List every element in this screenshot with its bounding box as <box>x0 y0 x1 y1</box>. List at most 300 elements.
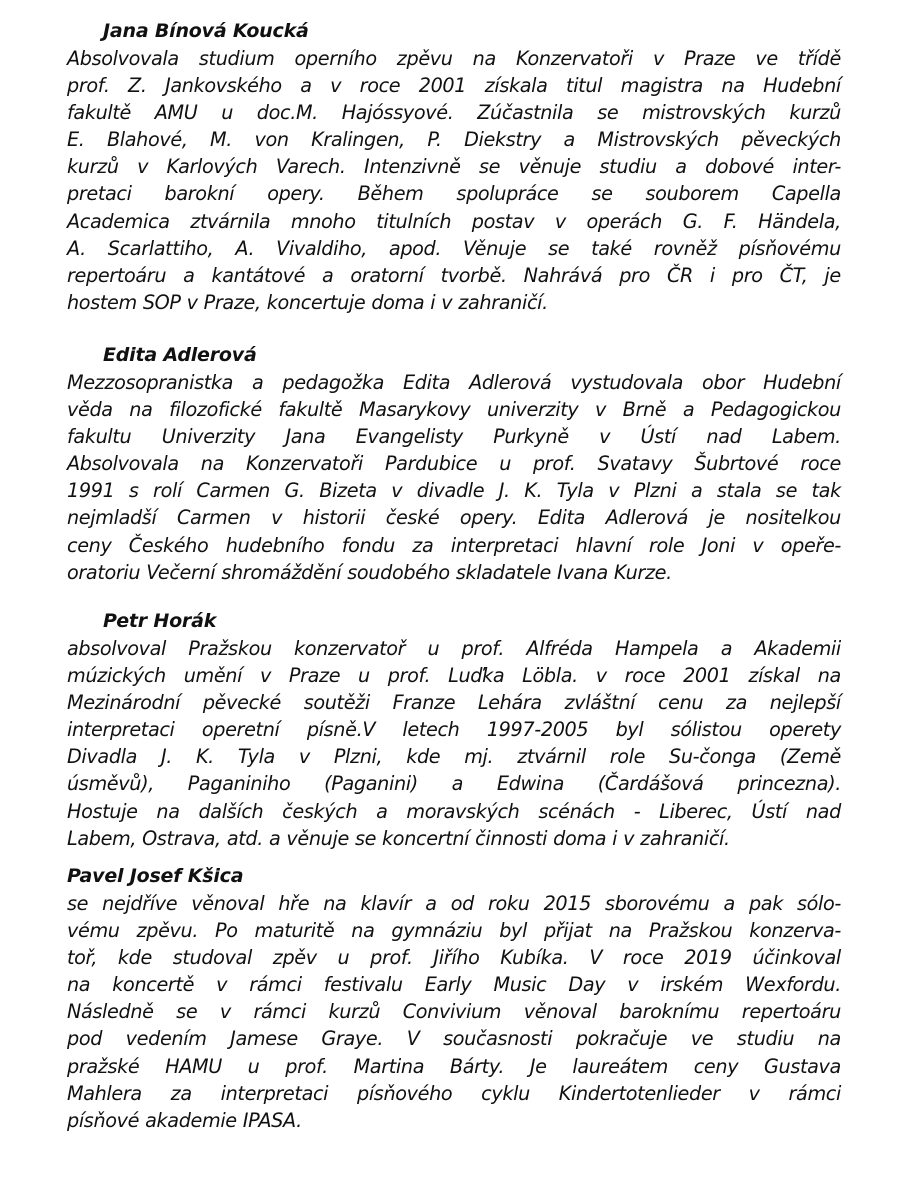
word: roce <box>622 946 664 970</box>
text-line <box>67 532 841 559</box>
word: pěvecké <box>202 691 281 715</box>
word: studoval <box>172 946 252 970</box>
word: barokní <box>164 182 235 206</box>
word: pak <box>748 892 783 915</box>
word: Praze, <box>203 290 261 314</box>
text-line <box>67 1080 841 1107</box>
bio-name: Petr Horák <box>103 610 217 632</box>
text-line <box>67 971 841 998</box>
word: scénách <box>538 799 615 823</box>
word: se <box>597 101 619 125</box>
word: Je <box>529 1054 547 1078</box>
word: se <box>479 155 501 179</box>
word: v <box>259 664 271 688</box>
word: v <box>330 74 342 98</box>
word: moravských <box>406 799 520 823</box>
word: apod. <box>388 236 442 260</box>
word: Intenzivně <box>364 155 461 179</box>
word: von <box>254 128 289 152</box>
word: konzervatoř <box>294 637 406 660</box>
word: za <box>170 1081 192 1105</box>
word: A. <box>235 236 255 260</box>
word: se <box>591 182 613 206</box>
word: Händela, <box>758 209 841 233</box>
word: Diekstry <box>464 128 542 152</box>
text-line <box>67 477 841 504</box>
word: v <box>595 664 607 688</box>
word: pod <box>67 1027 103 1051</box>
word: letech <box>402 718 460 742</box>
word: Bárty. <box>449 1054 505 1078</box>
word: také <box>591 236 632 260</box>
word: shromáždění <box>221 560 342 584</box>
word: gymnáziu <box>391 919 483 943</box>
word: věnoval <box>191 892 265 915</box>
word: u <box>221 101 234 125</box>
word: Ostrava, <box>142 826 221 850</box>
word: mistrovských <box>642 101 766 125</box>
word: hře <box>278 892 310 915</box>
text-line <box>67 998 841 1025</box>
word: u <box>337 946 350 970</box>
word: (Paganini) <box>324 772 418 796</box>
word: role <box>609 745 646 769</box>
word: v <box>599 425 611 449</box>
word: Po <box>214 919 238 943</box>
word: hudebního <box>225 533 325 557</box>
word: na <box>817 664 841 688</box>
word: a <box>723 892 735 915</box>
word: soutěži <box>303 691 370 715</box>
word: E. <box>67 128 85 152</box>
word: divadle <box>416 479 485 503</box>
word: Jankovského <box>165 74 282 98</box>
word: hostem <box>67 290 137 314</box>
text-line <box>67 396 841 423</box>
word: za <box>412 533 434 557</box>
word: Bizeta <box>319 479 377 503</box>
word: fakultě <box>278 398 343 422</box>
word: festivalu <box>323 973 403 997</box>
word: Varech. <box>275 155 346 179</box>
word: a <box>183 263 195 287</box>
word: v <box>748 1081 760 1105</box>
word: Graye. <box>321 1027 384 1051</box>
word: absolvoval <box>67 637 167 660</box>
word: prof. <box>67 74 110 98</box>
word: v <box>186 290 198 314</box>
word: Českého <box>128 533 209 557</box>
word: souborem <box>645 182 739 206</box>
word: v <box>137 155 149 179</box>
word: inter- <box>792 155 841 179</box>
word: byl <box>615 718 644 742</box>
word: Franze <box>392 691 456 715</box>
word: cyklu <box>481 1081 530 1105</box>
word: nad <box>706 425 742 449</box>
word: maturitě <box>254 919 335 943</box>
text-line <box>67 262 841 289</box>
word: a <box>563 128 575 152</box>
word: na <box>817 1027 841 1051</box>
text-line <box>67 72 841 99</box>
word: Pražskou <box>188 637 272 660</box>
word: operního <box>294 47 377 70</box>
word: Zúčastnila <box>477 101 574 125</box>
text-line <box>67 289 841 316</box>
word: F. <box>723 209 738 233</box>
word: v <box>623 826 635 850</box>
word: v <box>554 209 566 233</box>
word: kde <box>406 745 441 769</box>
word: roce <box>359 74 401 98</box>
word: Hudební <box>763 371 841 394</box>
word: Vivaldiho, <box>276 236 368 260</box>
word: a <box>690 479 703 503</box>
word: K. <box>524 479 543 503</box>
word: univerzity <box>486 398 579 422</box>
word: - <box>633 799 641 823</box>
word: Věnuje <box>463 236 527 260</box>
word: magistra <box>620 74 703 98</box>
bio-name: Jana Bínová Koucká <box>103 20 309 42</box>
word: Praze <box>684 47 736 70</box>
word: Mahlera <box>67 1081 142 1105</box>
bio-petr-horak <box>67 608 841 852</box>
word: K. <box>195 745 214 769</box>
bio-jana-binova-koucka <box>67 18 841 316</box>
word: (Čardášová <box>597 772 704 796</box>
word: ceny <box>693 1054 739 1078</box>
word: účinkoval <box>752 946 841 970</box>
word: kantátové <box>211 263 306 287</box>
word: a <box>425 892 437 915</box>
word: českých <box>282 799 358 823</box>
word: Ústí <box>640 425 677 449</box>
word: zahraničí. <box>458 290 548 314</box>
word: Su-čonga <box>669 745 756 769</box>
word: v <box>391 479 403 503</box>
word: Purkyně <box>493 425 569 449</box>
word: Z. <box>128 74 147 98</box>
word: Během <box>357 182 424 206</box>
word: u <box>358 664 370 688</box>
word: titulních <box>376 209 452 233</box>
word: české <box>385 506 440 530</box>
word: doma <box>553 826 607 850</box>
text-line <box>67 770 841 797</box>
word: Večerní <box>146 560 216 584</box>
word: operetní <box>201 718 280 742</box>
word: současnosti <box>443 1027 553 1051</box>
word: ztvárnil <box>517 745 586 769</box>
word: Karlových <box>166 155 258 179</box>
word: J. <box>498 479 510 503</box>
word: v <box>298 745 310 769</box>
word: klavír <box>360 892 412 915</box>
word: Ivana <box>556 560 608 584</box>
word: od <box>450 892 474 915</box>
bio-text <box>67 890 841 1134</box>
word: Convivium <box>402 1000 502 1024</box>
word: vedením <box>125 1027 207 1051</box>
text-line <box>67 1107 841 1134</box>
word: umění <box>183 664 243 688</box>
word: postav <box>471 209 535 233</box>
word: Divadla <box>67 745 138 769</box>
word: věnuje <box>286 826 349 850</box>
text-line <box>67 208 841 235</box>
text-line <box>67 423 841 450</box>
word: Labem, <box>67 826 137 850</box>
word: titul <box>566 74 603 98</box>
word: toř, <box>67 946 98 970</box>
word: v <box>216 973 228 997</box>
word: pěveckých <box>741 128 841 152</box>
word: zpěvu. <box>136 919 199 943</box>
word: interpretaci <box>220 1081 329 1105</box>
word: Plzni, <box>333 745 383 769</box>
word: pro <box>619 263 650 287</box>
text-line <box>67 180 841 207</box>
word: a <box>322 263 334 287</box>
word: věnuje <box>518 155 582 179</box>
text-line <box>67 944 841 971</box>
word: roce <box>624 664 666 688</box>
word: a <box>675 155 687 179</box>
word: Löbla. <box>522 664 578 688</box>
word: stala <box>716 479 762 503</box>
word: Hostuje <box>67 799 138 823</box>
word: zvláštní <box>564 691 636 715</box>
word: Následně <box>67 1000 154 1024</box>
word: u <box>499 452 511 476</box>
word: v <box>595 398 607 422</box>
word: Martina <box>353 1054 425 1078</box>
word: P. <box>427 128 442 152</box>
word: Kralingen, <box>311 128 405 152</box>
word: Edita <box>537 506 586 530</box>
word: studiu <box>599 155 657 179</box>
word: Univerzity <box>161 425 256 449</box>
word: obor <box>702 371 745 394</box>
word: Mezinárodní <box>67 691 181 715</box>
word: pro <box>731 263 763 287</box>
word: Blahové, <box>106 128 188 152</box>
word: Konzervatoři <box>246 452 363 476</box>
word: na <box>200 452 225 476</box>
word: koncertě <box>112 973 195 997</box>
word: písňovému <box>738 236 841 260</box>
word: Svatavy <box>597 452 673 476</box>
word: ceny <box>67 533 112 557</box>
word: na <box>608 919 632 943</box>
word: se <box>176 1000 198 1024</box>
word: kurzů <box>328 1000 381 1024</box>
word: SOP <box>142 290 181 314</box>
text-line <box>67 450 841 477</box>
word: rolí <box>153 479 182 503</box>
word: nad <box>805 799 841 823</box>
text-line <box>67 126 841 153</box>
word: repertoáru <box>67 263 167 287</box>
word: laureátem <box>572 1054 668 1078</box>
word: oratorní <box>350 263 424 287</box>
word: a <box>682 398 695 422</box>
word: irském <box>660 973 724 997</box>
word: nejdříve <box>102 892 178 915</box>
word: Alfréda <box>526 637 593 660</box>
word: tvorbě. <box>440 263 507 287</box>
word: J. <box>160 745 173 769</box>
word: baroknímu <box>619 1000 720 1024</box>
word: a <box>376 799 388 823</box>
word: rámci <box>249 973 302 997</box>
word: se <box>354 826 377 850</box>
word: fakultu <box>67 425 132 449</box>
word: Nahrává <box>523 263 603 287</box>
word: 2001 <box>418 74 467 98</box>
word: kde <box>117 946 152 970</box>
word: Adlerová <box>469 371 552 394</box>
word: věnoval <box>523 1000 597 1024</box>
word: múzických <box>67 664 166 688</box>
word: ČR <box>666 263 693 287</box>
word: nositelkou <box>745 506 841 530</box>
word: a <box>300 74 312 98</box>
word: v <box>608 479 620 503</box>
word: sólistou <box>670 718 742 742</box>
word: se <box>548 236 570 260</box>
word: Gustava <box>763 1054 841 1078</box>
word: Tyla <box>556 479 594 503</box>
word: mj. <box>464 745 494 769</box>
word: ztvárnila <box>190 209 271 233</box>
text-line <box>67 45 841 72</box>
word: písňové <box>67 1108 140 1132</box>
word: je <box>708 506 725 530</box>
word: opery. <box>267 182 325 206</box>
text-line <box>67 504 841 531</box>
word: Music <box>493 973 547 997</box>
word: Wexfordu. <box>745 973 841 997</box>
bio-text <box>67 45 841 316</box>
word: v <box>441 290 453 314</box>
word: Day <box>568 973 606 997</box>
word: akademie <box>145 1108 237 1132</box>
word: na <box>721 74 745 98</box>
bio-text <box>67 369 841 586</box>
text-line <box>67 369 841 396</box>
word: na <box>156 799 180 823</box>
word: mnoho <box>290 209 356 233</box>
word: G. <box>284 479 305 503</box>
word: interpretaci <box>67 718 175 742</box>
word: byl <box>499 919 528 943</box>
word: roku <box>488 892 530 915</box>
word: Hajóssyové. <box>341 101 454 125</box>
word: Carmen <box>176 506 251 530</box>
word: Early <box>424 973 472 997</box>
word: Carmen <box>196 479 270 503</box>
word: Masarykovy <box>358 398 471 422</box>
word: je <box>824 263 841 287</box>
word: Scarlattiho, <box>107 236 214 260</box>
text-line <box>67 1025 841 1052</box>
word: 2001 <box>683 664 731 688</box>
word: Academica <box>67 209 170 233</box>
word: Pedagogickou <box>710 398 841 422</box>
word: prof. <box>461 637 505 660</box>
word: a <box>720 637 733 660</box>
word: fakultě <box>67 101 131 125</box>
text-line <box>67 153 841 180</box>
word: Akademii <box>754 637 841 660</box>
word: M. <box>210 128 232 152</box>
word: rámci <box>253 1000 306 1024</box>
word: opeře- <box>780 533 841 557</box>
word: i <box>430 290 436 314</box>
word: operách <box>586 209 663 233</box>
word: interpretaci <box>450 533 559 557</box>
word: Praze <box>288 664 341 688</box>
word: prof. <box>532 452 576 476</box>
word: skladatele <box>455 560 551 584</box>
word: v <box>752 533 764 557</box>
word: Adlerová <box>605 506 688 530</box>
word: pretaci <box>67 182 132 206</box>
word: Kurze. <box>613 560 672 584</box>
word: V <box>589 946 603 970</box>
word: na <box>472 47 496 70</box>
word: Absolvovala <box>67 452 179 476</box>
word: pražské <box>67 1054 140 1078</box>
word: zpěvu <box>396 47 453 70</box>
text-line <box>67 825 841 852</box>
word: doma <box>371 290 425 314</box>
word: operety <box>769 718 841 742</box>
word: se <box>67 892 89 915</box>
word: rámci <box>788 1081 841 1105</box>
word: dalších <box>198 799 264 823</box>
word: rovněž <box>653 236 717 260</box>
word: prof. <box>285 1054 328 1078</box>
text-line <box>67 743 841 770</box>
text-line <box>67 890 841 917</box>
word: dobové <box>705 155 774 179</box>
word: u <box>427 637 440 660</box>
word: třídě <box>797 47 841 70</box>
word: doc.M. <box>256 101 318 125</box>
word: získal <box>748 664 800 688</box>
word: pedagožka <box>282 371 385 394</box>
word: na <box>129 398 153 422</box>
word: Lehára <box>477 691 542 715</box>
word: v <box>271 506 283 530</box>
text-line <box>67 635 841 662</box>
word: Hudební <box>763 74 841 98</box>
word: v <box>652 47 664 70</box>
word: studium <box>198 47 275 70</box>
bio-text <box>67 635 841 852</box>
word: i <box>612 826 618 850</box>
word: koncertní <box>382 826 470 850</box>
word: Absolvovala <box>67 47 179 70</box>
word: s <box>128 479 139 503</box>
word: Pardubice <box>384 452 478 476</box>
word: spolupráce <box>456 182 559 206</box>
word: historii <box>302 506 366 530</box>
